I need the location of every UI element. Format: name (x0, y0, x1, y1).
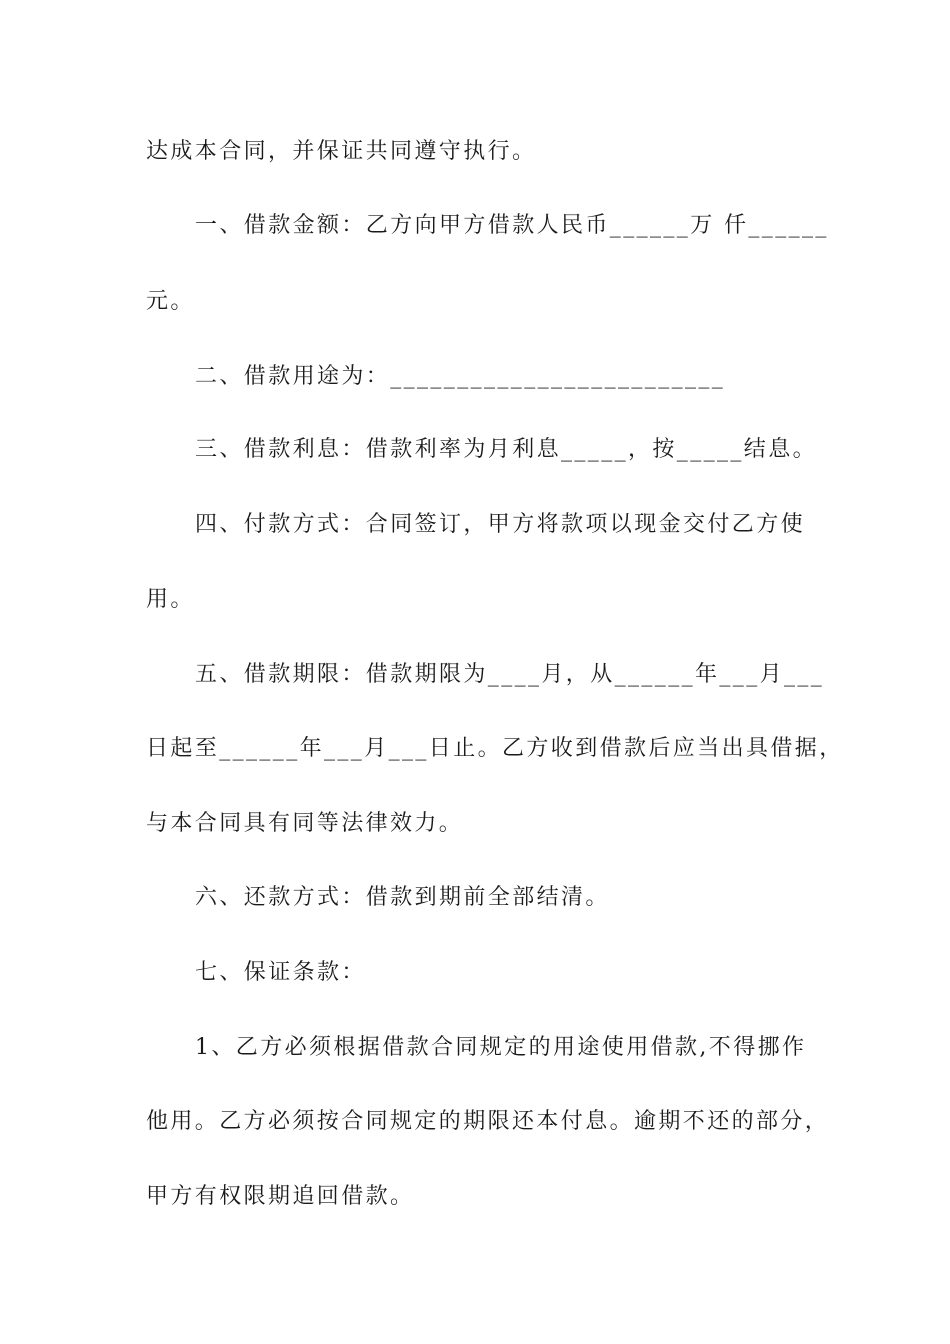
clause-3-loan-interest: 三、借款利息：借款利率为月利息_____，按_____结息。 (195, 437, 818, 462)
paragraph-line-intro: 达成本合同，并保证共同遵守执行。 (146, 139, 537, 164)
clause-5-continuation-2: 与本合同具有同等法律效力。 (146, 811, 464, 836)
clause-1-loan-amount: 一、借款金额：乙方向甲方借款人民币______万 仟______ (195, 213, 829, 238)
clause-6-repayment-method: 六、还款方式：借款到期前全部结清。 (195, 885, 610, 910)
clause-5-continuation-1: 日起至______年___月___日止。乙方收到借款后应当出具借据， (146, 736, 844, 761)
guarantee-item-1-continuation-2: 甲方有权限期追回借款。 (146, 1184, 415, 1209)
clause-7-guarantee-heading: 七、保证条款： (195, 960, 366, 985)
clause-1-continuation: 元。 (146, 289, 195, 314)
clause-4-payment-method: 四、付款方式：合同签订，甲方将款项以现金交付乙方使 (195, 512, 806, 537)
clause-5-loan-term: 五、借款期限：借款期限为____月，从______年___月___ (195, 662, 825, 687)
clause-4-continuation: 用。 (146, 587, 195, 612)
clause-2-loan-purpose: 二、借款用途为：_________________________ (195, 364, 726, 389)
guarantee-item-1-continuation-1: 他用。乙方必须按合同规定的期限还本付息。逾期不还的部分， (146, 1109, 830, 1134)
guarantee-item-1: 1、乙方必须根据借款合同规定的用途使用借款,不得挪作 (195, 1035, 807, 1060)
